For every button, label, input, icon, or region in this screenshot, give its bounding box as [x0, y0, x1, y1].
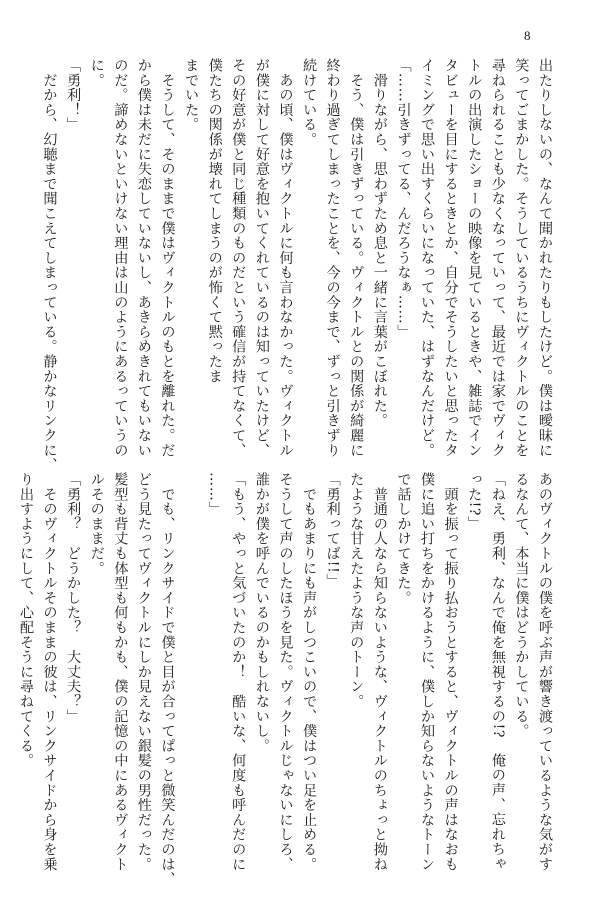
text-line: だから、幻聴まで聞こえてしまっている。静かなリンクに、: [41, 58, 58, 473]
text-line: 続けている。: [301, 58, 318, 147]
text-line: 髪型も背丈も体型も何もかも、僕の記憶の中にあるヴィクト: [112, 472, 129, 872]
lower-text-block: [13, 472, 556, 887]
text-line: までいた。: [183, 58, 200, 132]
text-line: たような甘えたような声のトーン。: [348, 472, 365, 709]
text-line: イミングで思い出すくらいになっていた、はずなんだけど。: [419, 58, 436, 458]
text-line: タビューを目にするときとか、自分でそうしたいと思ったタ: [442, 58, 459, 458]
text-line: 「……引きずってる、んだろうなぁ……」: [395, 58, 412, 340]
text-line: に。: [88, 58, 105, 88]
text-line: どう見たってヴィクトルにしか見えない銀髪の男性だった。: [135, 472, 152, 872]
text-line: そうして、そのままで僕はヴィクトルのもとを離れた。だ: [159, 58, 176, 458]
upper-text-block: [37, 58, 556, 473]
text-line: 尋ねられることも少なくなっていって、最近では家でヴィク: [489, 58, 506, 458]
text-line: で話しかけてきた。: [395, 472, 412, 606]
text-line: 笑ってごまかした。そうしているうちにヴィクトルのことを: [513, 58, 530, 458]
text-line: のだ。諦めないといけない理由は山のようにあるっていうの: [112, 58, 129, 458]
text-line: り出すようにして、心配そうに尋ねてくる。: [17, 472, 34, 768]
text-line: 誰かが僕を呼んでいるのかもしれないし。: [253, 472, 270, 754]
text-line: 「ねえ、勇利、なんで俺を無視するの!? 俺の声、忘れちゃ: [489, 472, 506, 872]
text-line: 僕たちの関係が壊れてしまうのが怖くて黙ったま: [206, 58, 223, 384]
text-line: 終わり過ぎてしまったことを、今の今まで、ずっと引きずり: [324, 58, 341, 458]
text-line: [179, 472, 203, 862]
text-line: 滑りながら、思わずため息と一緒に言葉がこぼれた。: [371, 58, 388, 428]
text-line: 出たりしないの、なんて聞かれたりもしたけど。僕は曖昧に: [537, 58, 553, 458]
text-line: から僕は未だに失恋していないし、あきらめきれてもいない: [135, 58, 152, 458]
text-line: 「もう、やっと気づいたのか！ 酷いな、何度も呼んだのに: [230, 472, 247, 872]
text-line: トルの出演したショーの映像を見ているときや、雑誌でイン: [466, 58, 483, 458]
text-line: ……」: [206, 472, 223, 517]
text-line: 僕に追い打ちをかけるように、僕しか知らないようなトーン: [419, 472, 436, 872]
text-line: 「勇利！」: [65, 58, 82, 132]
text-line: るなんて、本当に僕はどうかしている。: [513, 472, 530, 739]
text-line: 「勇利？ どうかした？ 大丈夫？」: [65, 472, 82, 724]
text-line: そうして声のしたほうを見た。ヴィクトルじゃないにしろ、: [277, 472, 294, 872]
page-number: 8: [524, 28, 531, 43]
text-line: あの頃、僕はヴィクトルに何も言わなかった。ヴィクトル: [277, 58, 294, 458]
text-line: が僕に対して好意を抱いてくれているのは知っていたけど、: [253, 58, 270, 458]
text-line: った!?」: [466, 472, 483, 531]
text-line: あのヴィクトルの僕を呼ぶ声が響き渡っているような気がす: [537, 472, 553, 872]
text-line: 頭を振って振り払おうとすると、ヴィクトルの声はなおも: [442, 472, 459, 872]
text-line: そう、僕は引きずっている。ヴィクトルとの関係が綺麗に: [348, 58, 365, 458]
text-line: そのヴィクトルそのままの彼は、リンクサイドから身を乗: [41, 472, 58, 872]
text-line: その好意が僕と同じ種類のものだという確信が持てなくて、: [230, 58, 247, 458]
text-line: 普通の人なら知らないような、ヴィクトルのちょっと拗ね: [371, 472, 388, 872]
text-line: でも、リンクサイドで僕と目が合ってぱっと微笑んだのは、: [159, 472, 176, 887]
text-line: 「勇利ってば!!」: [324, 472, 341, 589]
text-line: でもあまりにも声がしつこいので、僕はつい足を止める。: [301, 472, 318, 872]
text-line: ルそのままだ。: [88, 472, 105, 576]
